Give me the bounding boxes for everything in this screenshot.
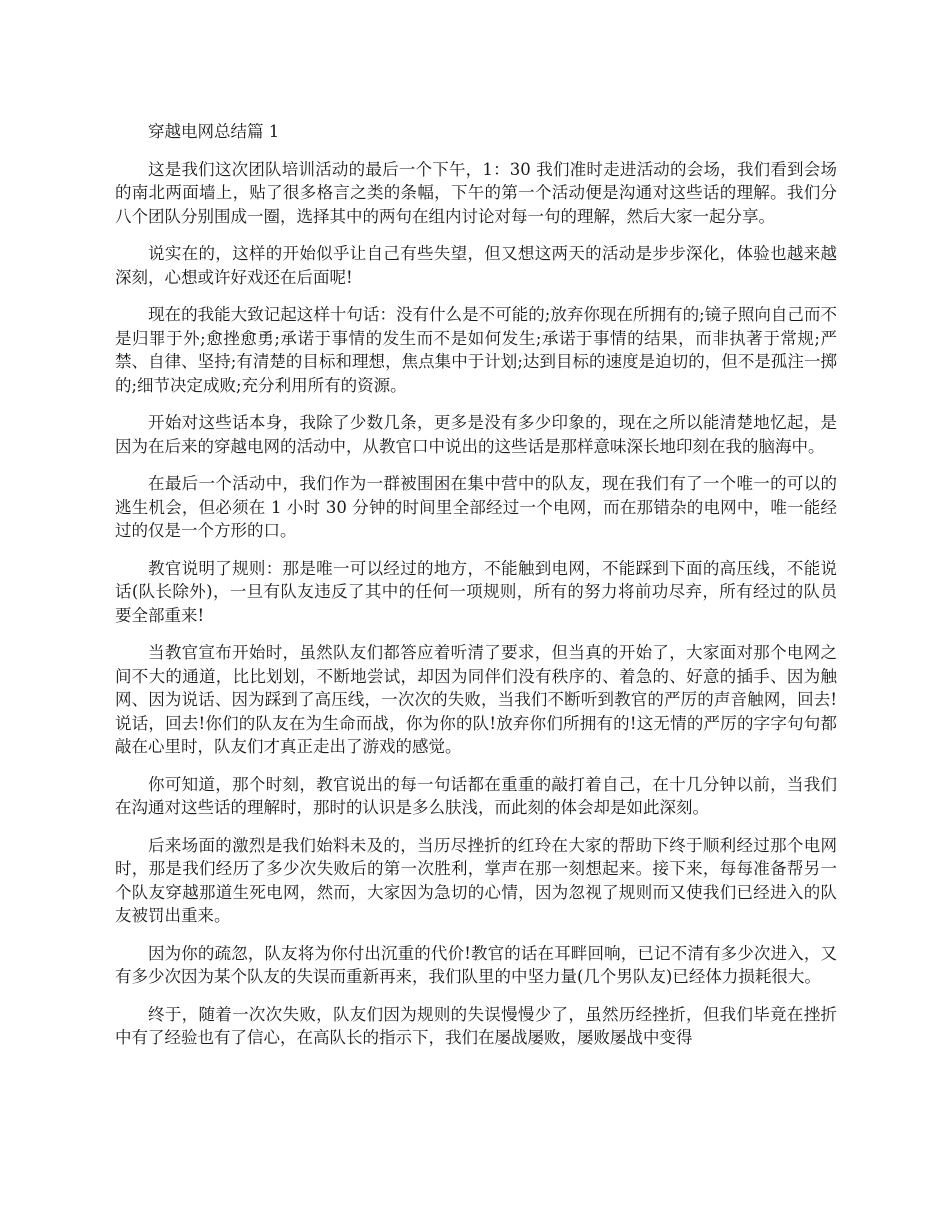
paragraph-5: 在最后一个活动中，我们作为一群被围困在集中营中的队友，现在我们有了一个唯一的可以的逃生机会，但必须在 1 小时 30 分钟的时间里全部经过一个电网，而在那错杂的电网中，唯一能经过的仅是一个方形的口。 (115, 474, 837, 540)
paragraph-8: 你可知道，那个时刻，教官说出的每一句话都在重重的敲打着自己，在十几分钟以前，当我们在沟通对这些话的理解时，那时的认识是多么肤浅，而此刻的体会却是如此深刻。 (115, 774, 837, 817)
paragraph-4: 开始对这些话本身，我除了少数几条，更多是没有多少印象的，现在之所以能清楚地忆起，是因为在后来的穿越电网的活动中，从教官口中说出的这些话是那样意味深长地印刻在我的脑海中。 (115, 413, 837, 456)
paragraph-2: 说实在的，这样的开始似乎让自己有些失望，但又想这两天的活动是步步深化，体验也越来越深刻，心想或许好戏还在后面呢! (115, 244, 837, 287)
paragraph-6: 教官说明了规则：那是唯一可以经过的地方，不能触到电网，不能踩到下面的高压线，不能说话(队长除外)，一旦有队友违反了其中的任何一项规则，所有的努力将前功尽弃，所有经过的队员要全部重来! (115, 558, 837, 625)
paragraph-1: 这是我们这次团队培训活动的最后一个下午，1：30 我们准时走进活动的会场，我们看到会场的南北两面墙上，贴了很多格言之类的条幅，下午的第一个活动便是沟通对这些话的理解。我们分八个团队分别围成一圈，选择其中的两句在组内讨论对每一句的理解，然后大家一起分享。 (115, 159, 837, 226)
paragraph-9: 后来场面的激烈是我们始料未及的，当历尽挫折的红玲在大家的帮助下终于顺利经过那个电网时，那是我们经历了多少次失败后的第一次胜利，掌声在那一刻想起来。接下来，每每准备帮另一个队友穿越那道生死电网，然而，大家因为急切的心情，因为忽视了规则而又使我们已经进入的队友被罚出重来。 (115, 835, 837, 925)
document-title: 穿越电网总结篇 1 (148, 122, 280, 141)
paragraph-10: 因为你的疏忽，队友将为你付出沉重的代价!教官的话在耳畔回响，已记不清有多少次进入，又有多少次因为某个队友的失误而重新再来，我们队里的中坚力量(几个男队友)已经体力损耗很大。 (115, 943, 837, 986)
paragraph-7: 当教官宣布开始时，虽然队友们都答应着听清了要求，但当真的开始了，大家面对那个电网之间不大的通道，比比划划，不断地尝试，却因为同伴们没有秩序的、着急的、好意的插手、因为触网、因为说话、因为踩到了高压线，一次次的失败，当我们不断听到教官的严厉的声音触网，回去!说话，回去!你们的队友在为生命而战，你为你的队!放弃你们所拥有的!这无情的严厉的字字句句都敲在心里时，队友们才真正走出了游戏的感觉。 (115, 643, 837, 756)
paragraph-3: 现在的我能大致记起这样十句话：没有什么是不可能的;放弃你现在所拥有的;镜子照向自己而不是归罪于外;愈挫愈勇;承诺于事情的发生而不是如何发生;承诺于事情的结果，而非执著于常规;严禁、自律、坚持;有清楚的目标和理想，焦点集中于计划;达到目标的速度是迫切的，但不是孤注一掷的;细节决定成败;充分利用所有的资源。 (115, 305, 837, 395)
document-page (115, 120, 837, 1064)
paragraph-11: 终于，随着一次次失败，队友们因为规则的失误慢慢少了，虽然历经挫折，但我们毕竟在挫折中有了经验也有了信心，在高队长的指示下，我们在屡战屡败，屡败屡战中变得 (115, 1004, 837, 1047)
